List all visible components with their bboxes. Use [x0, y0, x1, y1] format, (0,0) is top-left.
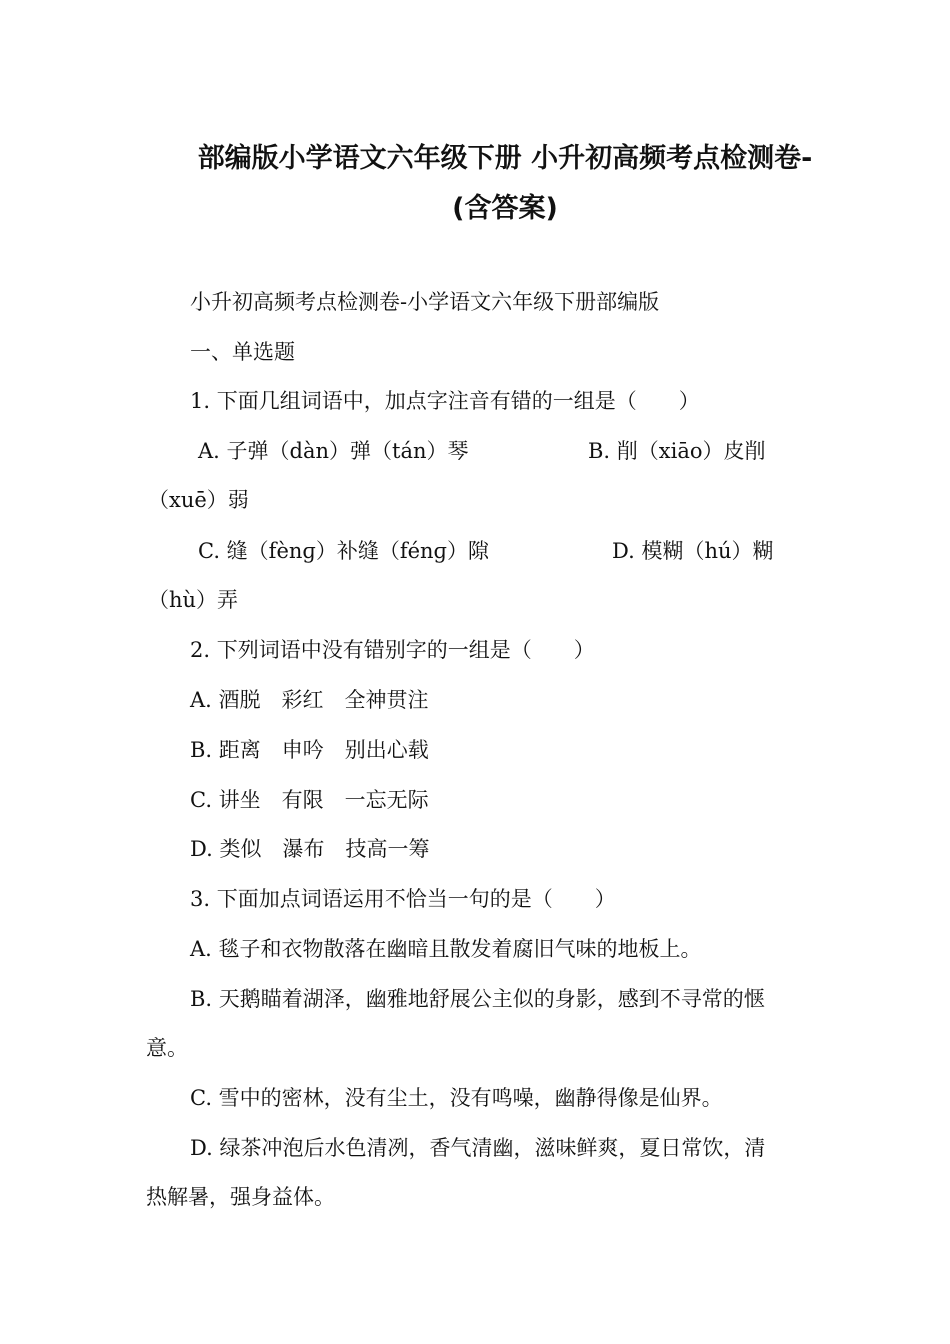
- question-3-stem: 3. 下面加点词语运用不恰当一句的是（ ）: [190, 887, 616, 911]
- question-2-option-c: C. 讲坐 有限 一忘无际: [190, 788, 429, 812]
- question-1-option-a: A. 子弹（dàn）弹（tán）琴: [198, 439, 469, 463]
- question-1-option-d-start: D. 模糊（hú）糊: [612, 539, 774, 563]
- question-2-stem: 2. 下列词语中没有错别字的一组是（ ）: [190, 638, 595, 662]
- document-title-line2: (含答案): [452, 193, 558, 224]
- section-heading: 一、单选题: [190, 340, 295, 364]
- question-3-option-d-line1: D. 绿茶冲泡后水色清冽，香气清幽，滋味鲜爽，夏日常饮，清: [190, 1136, 766, 1160]
- question-2-option-a: A. 酒脱 彩红 全神贯注: [190, 688, 429, 712]
- document-subtitle: 小升初高频考点检测卷-小学语文六年级下册部编版: [190, 290, 660, 314]
- question-2-option-b: B. 距离 申吟 别出心载: [190, 738, 429, 762]
- question-3-option-b-line1: B. 天鹅瞄着湖泽，幽雅地舒展公主似的身影，感到不寻常的惬: [190, 987, 765, 1011]
- question-1-stem: 1. 下面几组词语中，加点字注音有错的一组是（ ）: [190, 389, 700, 413]
- question-1-option-b-end: （xuē）弱: [148, 488, 249, 512]
- question-1-option-c: C. 缝（fènɡ）补缝（fénɡ）隙: [198, 539, 490, 563]
- question-3-option-a: A. 毯子和衣物散落在幽暗且散发着腐旧气味的地板上。: [190, 937, 702, 961]
- question-3-option-c: C. 雪中的密林，没有尘土，没有鸣噪，幽静得像是仙界。: [190, 1086, 723, 1110]
- question-2-option-d: D. 类似 瀑布 技高一筹: [190, 837, 430, 861]
- question-3-option-d-line2: 热解暑，强身益体。: [146, 1185, 335, 1209]
- question-1-option-d-end: （hù）弄: [148, 588, 239, 612]
- document-title-line1: 部编版小学语文六年级下册 小升初高频考点检测卷-: [197, 143, 813, 174]
- question-1-option-b-start: B. 削（xiāo）皮削: [588, 439, 766, 463]
- question-3-option-b-line2: 意。: [146, 1036, 188, 1060]
